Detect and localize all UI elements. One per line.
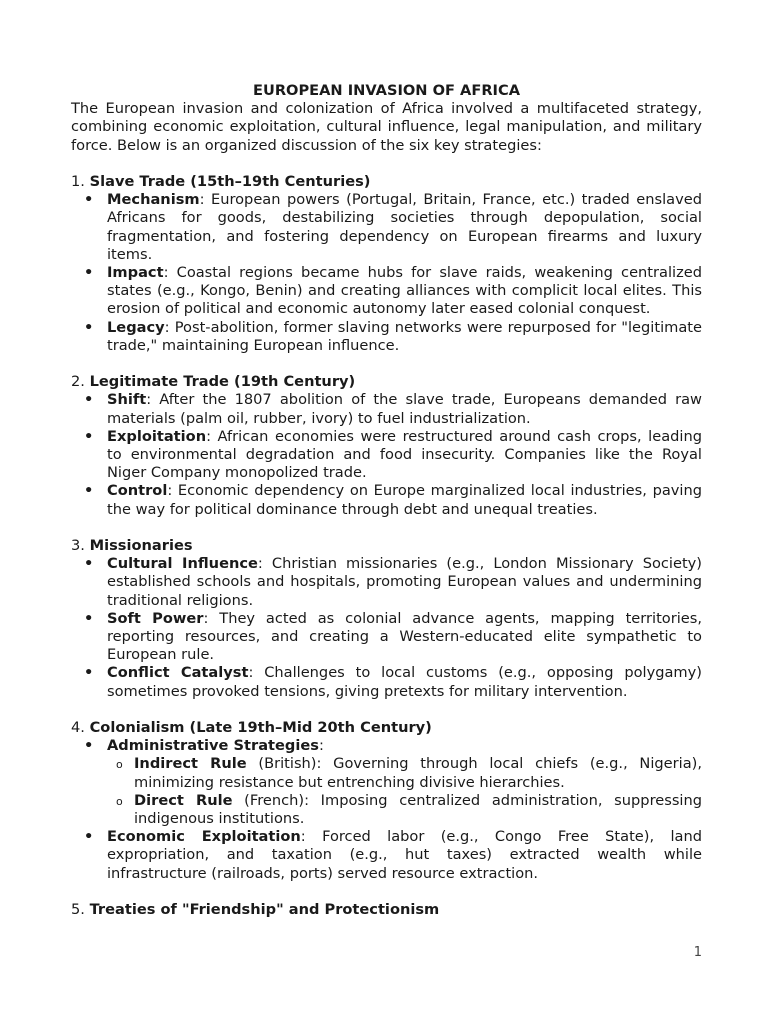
bullet-icon: • <box>84 318 94 336</box>
item-term: Cultural Influence <box>107 555 258 573</box>
item-text: : <box>318 737 324 755</box>
item-text: : After the 1807 abolition of the slave trade, Europeans demanded raw materials (palm oil, rubber, ivory) to fuel industrialization. <box>107 391 702 427</box>
section-number: 2. <box>71 373 85 391</box>
section-title: Colonialism (Late 19th–Mid 20th Century) <box>89 719 432 737</box>
item-text: (French): Imposing centralized administration, suppressing indigenous institutions. <box>134 791 702 828</box>
section-heading <box>71 173 702 191</box>
bullet-list <box>71 737 702 883</box>
bullet-icon: • <box>84 609 94 627</box>
bullet-list <box>71 555 702 701</box>
sub-list-item <box>107 792 702 828</box>
item-term: Soft Power <box>107 609 204 627</box>
section-title: Missionaries <box>89 537 193 555</box>
item-text: : Economic dependency on Europe marginalized local industries, paving the way for political dominance through debt and unequal treaties. <box>107 482 702 518</box>
section-title: Legitimate Trade (19th Century) <box>89 373 356 391</box>
section-heading <box>71 719 702 737</box>
section-heading <box>71 373 702 391</box>
item-text: : Forced labor (e.g., Congo Free State), land expropriation, and taxation (e.g., hut taxes) extracted wealth while infrastructure (railroads, ports) served resource extraction. <box>107 828 702 882</box>
section-colonialism <box>71 719 702 883</box>
bullet-icon: • <box>84 555 94 573</box>
item-term: Control <box>107 482 168 500</box>
section-slave-trade <box>71 173 702 355</box>
item-term: Mechanism <box>107 191 200 209</box>
sub-bullet-list <box>107 755 702 828</box>
list-item <box>71 555 702 610</box>
bullet-icon: • <box>84 191 94 209</box>
list-item <box>71 737 702 828</box>
list-item <box>71 191 702 264</box>
bullet-icon: • <box>84 482 94 500</box>
item-term: Exploitation <box>107 427 207 445</box>
item-text: (British): Governing through local chiefs (e.g., Nigeria), minimizing resistance but entrenching divisive hierarchies. <box>134 755 702 791</box>
item-text: : African economies were restructured around cash crops, leading to environmental degradation and food insecurity. Companies like the Royal Niger Company monopolized trade. <box>107 427 702 482</box>
section-heading <box>71 537 702 555</box>
bullet-icon: • <box>84 264 94 282</box>
item-text: : They acted as colonial advance agents, mapping territories, reporting resources, and creating a Western-educated elite sympathetic to European rule. <box>107 609 702 664</box>
item-term: Conflict Catalyst <box>107 664 249 682</box>
item-term: Indirect Rule <box>134 755 247 773</box>
item-term: Shift <box>107 391 147 409</box>
item-term: Economic Exploitation <box>107 828 301 846</box>
hollow-circle-bullet-icon: o <box>116 758 123 772</box>
list-item <box>71 482 702 518</box>
bullet-icon: • <box>84 391 94 409</box>
item-text: : Christian missionaries (e.g., London Missionary Society) established schools and hospitals, promoting European values and undermining traditional religions. <box>107 555 702 609</box>
section-number: 4. <box>71 719 85 737</box>
item-term: Legacy <box>107 318 165 336</box>
section-number: 1. <box>71 173 85 190</box>
list-item <box>71 664 702 700</box>
section-number: 3. <box>71 537 85 555</box>
item-term: Impact <box>107 264 164 282</box>
section-legitimate-trade <box>71 373 702 519</box>
bullet-list <box>71 391 702 518</box>
sub-list-item <box>107 755 702 791</box>
list-item <box>71 264 702 319</box>
intro-paragraph: The European invasion and colonization of Africa involved a multifaceted strategy, combining economic exploitation, cultural influence, legal manipulation, and military force. Below is an organized discussion of the six key strategies: <box>71 100 702 154</box>
list-item <box>71 428 702 483</box>
section-treaties <box>71 901 702 919</box>
document-title: EUROPEAN INVASION OF AFRICA <box>253 82 520 99</box>
document-body <box>71 82 702 919</box>
list-item <box>71 610 702 665</box>
hollow-circle-bullet-icon: o <box>116 794 123 808</box>
list-item <box>71 828 702 883</box>
item-term: Direct Rule <box>134 791 233 809</box>
bullet-icon: • <box>84 737 94 755</box>
item-term: Administrative Strategies <box>107 737 319 755</box>
item-text: : Post-abolition, former slaving networks were repurposed for "legitimate trade," maintaining European influence. <box>107 318 702 354</box>
section-title: Treaties of "Friendship" and Protectionism <box>89 901 440 919</box>
item-text: : European powers (Portugal, Britain, France, etc.) traded enslaved Africans for goods, destabilizing societies through depopulation, social fragmentation, and fostering dependency on European firearms and luxury items. <box>107 191 702 263</box>
bullet-list <box>71 191 702 355</box>
item-text: : Coastal regions became hubs for slave raids, weakening centralized states (e.g., Kongo, Benin) and creating alliances with complicit local elites. This erosion of political and economic autonomy later eased colonial conquest. <box>107 264 702 318</box>
bullet-icon: • <box>84 664 94 682</box>
list-item <box>71 391 702 427</box>
bullet-icon: • <box>84 828 94 846</box>
section-title: Slave Trade (15th–19th Centuries) <box>89 173 371 190</box>
bullet-icon: • <box>84 427 94 445</box>
list-item <box>71 319 702 355</box>
section-number: 5. <box>71 901 85 919</box>
item-text: : Challenges to local customs (e.g., opposing polygamy) sometimes provoked tensions, giving pretexts for military intervention. <box>107 664 702 700</box>
section-missionaries <box>71 537 702 701</box>
page-number: 1 <box>693 945 702 960</box>
section-heading <box>71 901 702 919</box>
